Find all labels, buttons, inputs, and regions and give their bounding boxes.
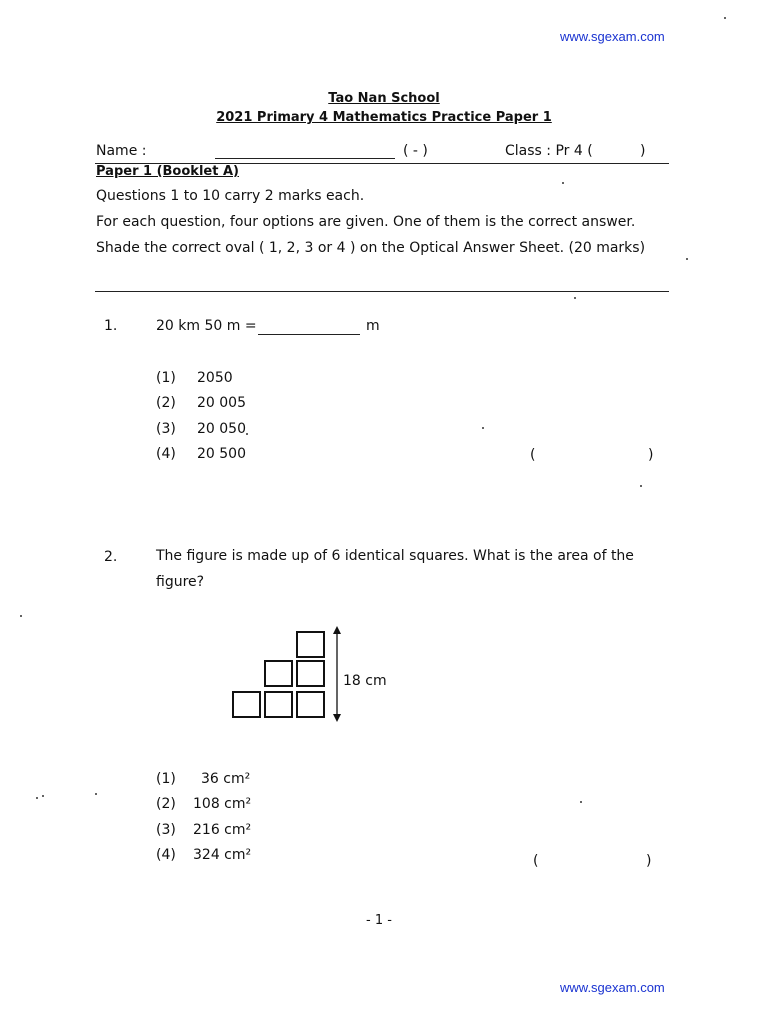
- question-2-stem-line-2: figure?: [156, 574, 205, 590]
- scan-speck: [640, 485, 642, 487]
- q1-option-4-text: 20 500: [197, 446, 246, 462]
- question-2-answer-open: (: [533, 853, 539, 869]
- instruction-line-3: Shade the correct oval ( 1, 2, 3 or 4 ) on the Optical Answer Sheet. (20 marks): [96, 240, 646, 256]
- q2-option-3-text: 216 cm²: [193, 822, 252, 838]
- scan-speck: [20, 615, 22, 617]
- figure-square: [264, 691, 293, 718]
- instruction-line-1: Questions 1 to 10 carry 2 marks each.: [96, 188, 365, 204]
- figure-square: [232, 691, 261, 718]
- q1-option-2-text: 20 005: [197, 395, 246, 411]
- question-1-answer-open: (: [530, 447, 536, 463]
- q1-option-1-number: (1): [156, 370, 176, 386]
- height-arrow-icon: [330, 626, 344, 722]
- divider-line-bottom: [95, 291, 669, 292]
- scan-speck: [36, 797, 38, 799]
- figure-square: [296, 660, 325, 687]
- scan-speck: [724, 17, 726, 19]
- question-1-unit: m: [366, 318, 380, 334]
- class-close-paren: ): [640, 143, 646, 159]
- scan-speck: [686, 258, 688, 260]
- figure-square: [296, 631, 325, 658]
- index-number-field: ( - ): [403, 143, 428, 159]
- q1-option-2-number: (2): [156, 395, 176, 411]
- scan-speck: [95, 793, 97, 795]
- question-2-number: 2.: [104, 549, 118, 565]
- figure-square: [264, 660, 293, 687]
- paper-title: 2021 Primary 4 Mathematics Practice Paper 1: [216, 110, 552, 125]
- scan-speck: [580, 801, 582, 803]
- scan-speck: [246, 433, 248, 435]
- scan-speck: [574, 297, 576, 299]
- figure-height-label: 18 cm: [343, 673, 387, 689]
- page-number: - 1 -: [366, 913, 392, 928]
- name-label: Name :: [96, 143, 147, 159]
- q1-option-3-text: 20 050: [197, 421, 246, 437]
- question-2-stem-line-1: The figure is made up of 6 identical squares. What is the area of the: [156, 548, 634, 564]
- scan-speck: [482, 427, 484, 429]
- booklet-heading: Paper 1 (Booklet A): [96, 164, 239, 179]
- school-name: Tao Nan School: [328, 91, 440, 106]
- q2-option-2-text: 108 cm²: [193, 796, 252, 812]
- website-link-bottom[interactable]: www.sgexam.com: [560, 980, 665, 995]
- question-1-number: 1.: [104, 318, 118, 334]
- question-1-answer-close: ): [648, 447, 654, 463]
- website-link-top[interactable]: www.sgexam.com: [560, 29, 665, 44]
- scan-speck: [42, 795, 44, 797]
- q1-option-3-number: (3): [156, 421, 176, 437]
- question-1-blank: [258, 334, 360, 335]
- scan-speck: [562, 182, 564, 184]
- q2-option-3-number: (3): [156, 822, 176, 838]
- name-underline: [215, 158, 395, 159]
- class-label: Class : Pr 4 (: [505, 143, 593, 159]
- q2-option-2-number: (2): [156, 796, 176, 812]
- q2-option-1-number: (1): [156, 771, 176, 787]
- instruction-line-2: For each question, four options are given. One of them is the correct answer.: [96, 214, 636, 230]
- question-2-answer-close: ): [646, 853, 652, 869]
- q1-option-4-number: (4): [156, 446, 176, 462]
- q1-option-1-text: 2050: [197, 370, 233, 386]
- question-1-stem: 20 km 50 m =: [156, 318, 257, 334]
- figure-square: [296, 691, 325, 718]
- q2-option-4-number: (4): [156, 847, 176, 863]
- q2-option-4-text: 324 cm²: [193, 847, 252, 863]
- q2-option-1-text: 36 cm²: [201, 771, 251, 787]
